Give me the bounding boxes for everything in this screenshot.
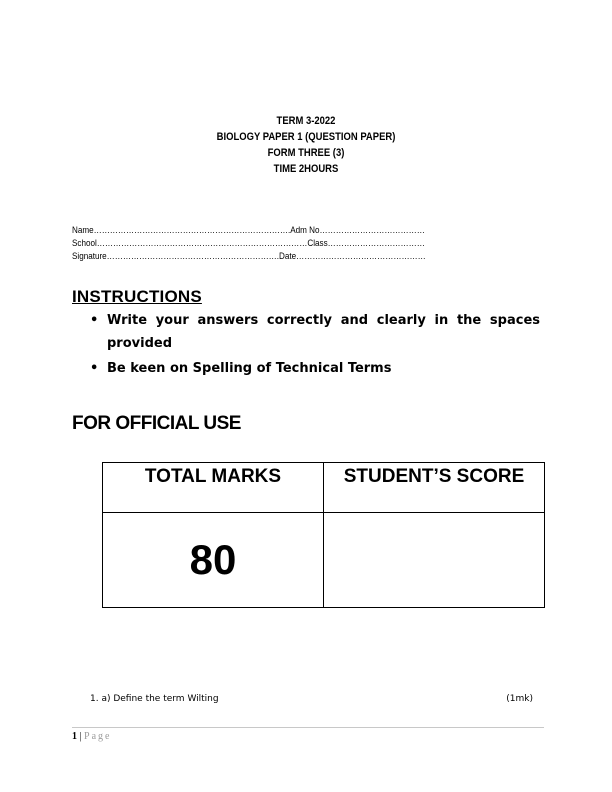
question-marks: (1mk): [506, 694, 533, 704]
total-marks-value: 80: [103, 513, 324, 608]
page-number: 1: [72, 731, 77, 742]
bullet-icon: •: [90, 313, 99, 328]
form-line: FORM THREE (3): [267, 147, 345, 159]
student-score-value[interactable]: [324, 513, 545, 608]
instruction-item: [90, 309, 540, 355]
time-line: TIME 2HOURS: [273, 163, 339, 175]
school-class-row: [72, 237, 426, 250]
student-details: [72, 224, 426, 263]
instruction-text-continued: provided: [107, 336, 173, 351]
bullet-icon: •: [90, 361, 99, 376]
footer-divider: [72, 727, 544, 728]
question-1: [90, 694, 533, 704]
date-field[interactable]: Date…………………………………………: [279, 251, 426, 261]
name-adm-row: [72, 224, 426, 237]
instructions-list: [90, 309, 540, 380]
marks-header-row: [103, 463, 545, 513]
official-use-title: FOR OFFICIAL USE: [72, 413, 241, 434]
paper-title: BIOLOGY PAPER 1 (QUESTION PAPER): [216, 131, 396, 143]
footer-separator: |: [77, 731, 85, 742]
signature-date-row: [72, 250, 426, 263]
question-text: 1. a) Define the term Wilting: [90, 694, 219, 704]
document-header: [43, 113, 569, 177]
page-footer: [72, 731, 111, 742]
term-line: TERM 3-2022: [276, 115, 336, 127]
signature-field[interactable]: Signature……………………………………………………….: [72, 251, 280, 261]
marks-value-row: [103, 513, 545, 608]
adm-no-field[interactable]: Adm No…………………………………: [290, 225, 425, 235]
class-field[interactable]: Class………………………………: [307, 238, 425, 248]
instruction-text: Write your answers correctly and clearly in the spaces: [107, 313, 540, 328]
marks-table: [102, 462, 545, 608]
student-score-header: STUDENT’S SCORE: [324, 463, 545, 513]
instruction-text: Be keen on Spelling of Technical Terms: [107, 361, 392, 376]
page-label: Page: [84, 731, 112, 742]
school-field[interactable]: School……………………………………………………………………: [72, 238, 308, 248]
instruction-item: [90, 357, 540, 380]
instructions-title: INSTRUCTIONS: [72, 287, 202, 306]
name-field[interactable]: Name……………………………………………………………….: [72, 225, 291, 235]
total-marks-header: TOTAL MARKS: [103, 463, 324, 513]
